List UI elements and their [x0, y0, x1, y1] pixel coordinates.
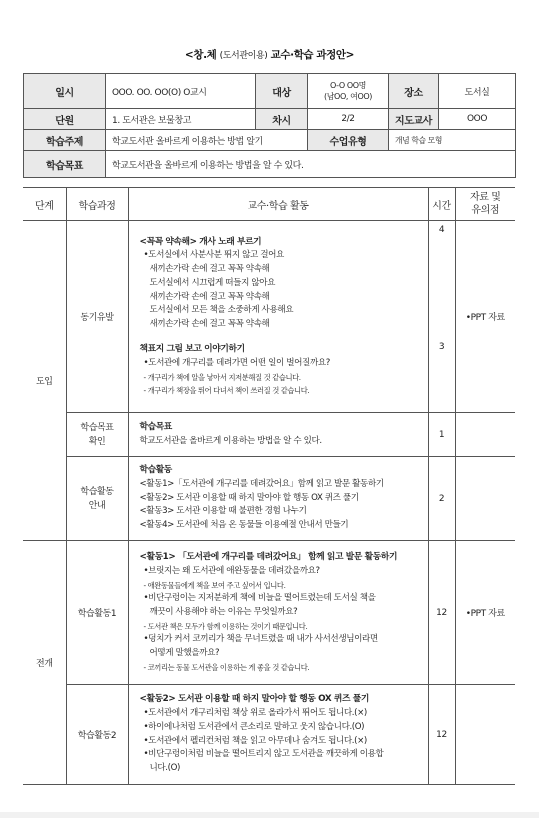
act-line: <활동2> 도서관 이용할 때 하지 말아야 할 행동 OX 퀴즈 풀기	[139, 492, 359, 503]
process-guide	[66, 457, 128, 541]
target-value	[308, 74, 389, 109]
act-line: 새끼손가락 손에 걸고 꼭꼭 약속해	[149, 291, 270, 302]
act-line: <꼭꼭 약속해> 개사 노래 부르기	[139, 236, 262, 247]
topic-label: 학습주제	[24, 130, 106, 151]
act-line: •도서관에서 펠리컨처럼 책을 읽고 아무데나 숨겨도 됩니다.(×)	[143, 735, 367, 746]
act-line: •도서실에서 사분사분 뛰지 않고 걸어요	[143, 250, 284, 261]
target-value-line2: (남OO, 여OO)	[324, 92, 372, 101]
objective-value: 학교도서관을 올바르게 이용하는 방법을 알 수 있다.	[106, 151, 516, 178]
act-line: 도서실에서 시끄럽게 떠들지 않아요	[149, 277, 276, 288]
process-line: 학습활동	[80, 486, 114, 497]
date-value: OOO. OO. OO(O) O교시	[106, 74, 256, 109]
act-line: 새끼손가락 손에 걸고 꼭꼭 약속해	[149, 319, 270, 330]
stage-intro: 도입	[23, 221, 66, 541]
time-value: 4	[438, 225, 445, 235]
act-line: •브릿지는 왜 도서관에 애완동물을 데려갔을까요?	[143, 565, 320, 576]
act-line: •도서관에 개구리를 데려가면 어떤 일이 벌어질까요?	[143, 357, 330, 368]
footer-band	[0, 812, 539, 818]
process-line: 안내	[88, 500, 106, 511]
process-line: 확인	[88, 436, 106, 447]
time-value: 3	[438, 342, 445, 352]
header-time: 시간	[428, 188, 455, 221]
lesson-type-label: 수업유형	[308, 130, 389, 151]
time-activity1: 12	[428, 541, 455, 685]
process-activity1: 학습활동1	[66, 541, 128, 685]
teacher-label: 지도교사	[389, 109, 439, 130]
act-line: 깨끗이 사용해야 하는 이유는 무엇일까요?	[149, 606, 298, 617]
topic-value: 학교도서관 올바르게 이용하는 방법 알기	[106, 130, 308, 151]
materials-activity1: •PPT 자료	[455, 541, 515, 685]
title-suffix: 교수·학습 과정안>	[267, 49, 355, 61]
act-line: 니다.(O)	[149, 763, 180, 774]
header-process: 학습과정	[66, 188, 128, 221]
act-line: <활동2> 도서관 이용할 때 하지 말아야 할 행동 OX 퀴즈 풀기	[139, 694, 369, 705]
lesson-table	[23, 187, 515, 785]
date-label: 일시	[24, 74, 106, 109]
unit-value: 1. 도서관은 보물창고	[106, 109, 256, 130]
time-guide: 2	[428, 457, 455, 541]
act-line: 학교도서관을 올바르게 이용하는 방법을 알 수 있다.	[139, 435, 322, 446]
session-value: 2/2	[308, 109, 389, 130]
act-line: <활동1>「도서관에 개구리를 데려갔어요」함께 읽고 발문 활동하기	[139, 478, 384, 489]
teacher-value: OOO	[439, 109, 516, 130]
act-line: <활동1> 「도서관에 개구리를 데려갔어요」 함께 읽고 발문 활동하기	[139, 552, 398, 562]
lesson-type-value: 개념 학습 모형	[389, 130, 516, 151]
act-line: 책표지 그림 보고 이야기하기	[139, 344, 245, 355]
act-line: <활동4> 도서관에 처음 온 동물들 이용예절 안내서 만들기	[139, 520, 349, 531]
act-line: •비단구렁이는 지저분하게 책에 비늘을 떨어트렸는데 도서실 책을	[143, 593, 376, 603]
act-line: •하이에나처럼 도서관에서 큰소리로 말하고 웃지 않습니다.(O)	[143, 721, 365, 732]
act-line: <활동3> 도서관 이용할 때 불편한 경험 나누기	[139, 506, 307, 517]
activity-objective	[128, 413, 428, 457]
act-note: - 개구리가 책장을 뛰어 다녀서 책이 쓰러질 것 같습니다.	[143, 386, 310, 396]
table-bottom-dashed-line	[23, 784, 515, 785]
unit-label: 단원	[24, 109, 106, 130]
time-activity2: 12	[428, 685, 455, 785]
time-objective: 1	[428, 413, 455, 457]
header-materials-line2: 유의점	[471, 205, 500, 216]
act-note: - 도서관 책은 모두가 함께 이용하는 것이기 때문입니다.	[143, 621, 308, 631]
process-line: 학습목표	[80, 422, 114, 433]
title-prefix: <창.체	[184, 49, 220, 61]
process-activity2: 학습활동2	[66, 685, 128, 785]
target-value-line1: O-O OO명	[330, 81, 366, 90]
act-note: - 개구리가 책에 알을 낳아서 지저분해질 것 같습니다.	[143, 372, 301, 382]
time-motivation	[428, 221, 455, 413]
document-title	[0, 47, 539, 62]
place-label: 장소	[389, 74, 439, 109]
act-note: - 코끼리는 동물 도서관을 이용하는 게 좋을 것 같습니다.	[143, 662, 310, 672]
materials-motivation: •PPT 자료	[455, 221, 515, 413]
process-objective	[66, 413, 128, 457]
title-small: (도서관이용)	[219, 51, 268, 61]
target-label: 대상	[256, 74, 308, 109]
objective-label: 학습목표	[24, 151, 106, 178]
info-table	[23, 73, 516, 178]
header-stage: 단계	[23, 188, 66, 221]
materials-guide	[455, 457, 515, 541]
header-materials	[455, 188, 515, 221]
process-motivation: 동기유발	[66, 221, 128, 413]
act-line: 학습활동	[139, 465, 172, 475]
session-label: 차시	[256, 109, 308, 130]
act-line: 어떻게 말했을까요?	[149, 647, 220, 658]
act-line: 학습목표	[139, 421, 172, 432]
activity-1	[128, 541, 428, 685]
act-line: 도서실에서 모든 책을 소중하게 사용해요	[149, 305, 294, 316]
activity-2	[128, 685, 428, 785]
act-line: 새끼손가락 손에 걸고 꼭꼭 약속해	[149, 264, 270, 275]
activity-guide	[128, 457, 428, 541]
activity-motivation	[128, 221, 428, 413]
header-activity: 교수·학습 활동	[128, 188, 428, 221]
header-materials-line1: 자료 및	[469, 192, 501, 203]
materials-activity2	[455, 685, 515, 785]
act-line: •덩치가 커서 코끼리가 책을 무너트렸을 때 내가 사서선생님이라면	[143, 634, 378, 644]
act-line: •도서관에서 개구리처럼 책상 위로 올라가서 뛰어도 됩니다.(×)	[143, 707, 367, 718]
act-note: - 애완동물들에게 책을 보여 주고 싶어서 입니다.	[143, 580, 286, 590]
act-line: •비단구렁이처럼 비늘을 떨어트리지 않고 도서관을 깨끗하게 이용합	[143, 749, 384, 760]
materials-objective	[455, 413, 515, 457]
place-value: 도서실	[439, 74, 516, 109]
stage-development: 전개	[23, 541, 66, 785]
